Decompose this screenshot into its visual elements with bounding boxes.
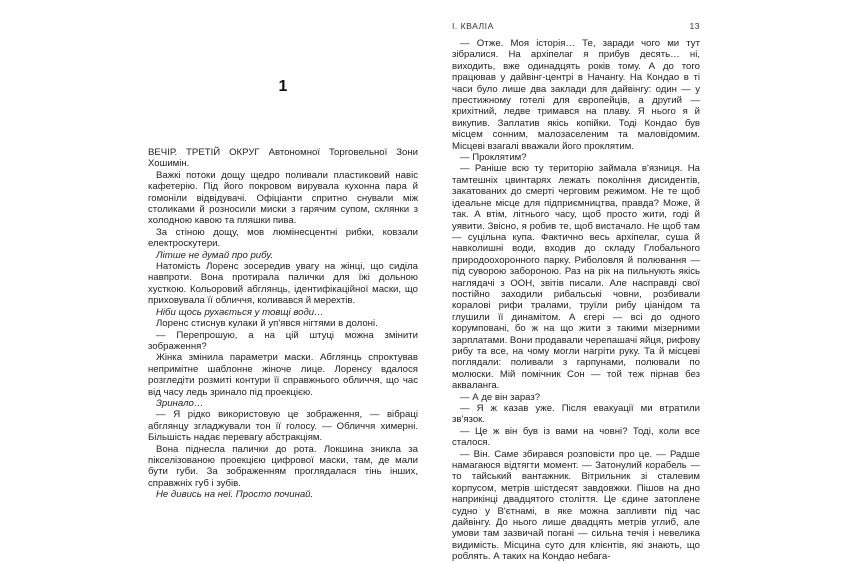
paragraph: — Раніше всю ту територію займала в'язниця. На тамтешніх цвинтарях лежать покоління дисидентів, закатованих до смерті черговим режимом. Не те щоб ідеальне місце для підприємництва, правда? Може, й так. А втім, літнього часу, щоб просто жити, годі й уявити. Звісно, я робив те, щоб вистачало. Не щоб там — суцільна купа. Фактично весь архіпелаг, суша й навколишні води, входив до складу Глобального природоохоронного парку. Риболовля й полювання — під суворою забороною. Раз на рік на пильнують якісь наглядачі з ООН, звітів писали. Але насправді свої постійно заходили рибальські човни, розбивали коралові рифи тралами, труїли рибу ціанідом та глушили її динамітом. А єгері — всі до одного корумповані, бо ж на що жити з такими мізерними зарплатами. Вони продавали черепашачі яйця, рифову рибу та все, на чому могли нагріти руку. Та й місцеві поглядали: поливали з гарпунами, полювали по молюски. Мій помічник Сон — той теж пірнав без акваланга. <box>452 163 700 392</box>
left-page-text <box>148 147 418 501</box>
paragraph: Не дивись на неї. Просто починай. <box>156 489 314 501</box>
paragraph: — А де він зараз? <box>460 391 541 403</box>
paragraph: Вона піднесла палички до рота. Локшина зникла за пікселізованою проекцією цифрової маски, там, де мали бути губи. За зображенням проглядалася тінь інших, справжніх губ і зубів. <box>148 443 418 489</box>
chapter-number: 1 <box>278 78 288 95</box>
right-page-text <box>452 38 700 563</box>
paragraph: — Це ж він був із вами на човні? Тоді, коли все сталося. <box>452 425 700 449</box>
page-number: 13 <box>689 21 700 31</box>
paragraph: — Я рідко використовую це зображення, — вібраці абглянцу згладжували тон її голосу. — Обличчя химерні. Більшість надає перевагу абстракціям. <box>148 409 418 444</box>
paragraph: Натомість Лоренс зосередив увагу на жінці, що сиділа навпроти. Вона протирала палички для їжі дольною хусткою. Кольоровий абглянць, ідентифікаційної маски, що приховувала її обличчя, коливався й мерехтів. <box>148 261 418 307</box>
running-head-title: I. КВАЛІА <box>452 21 494 31</box>
paragraph: Ніби щось рухається у товщі води… <box>156 306 324 318</box>
paragraph: За стіною дощу, мов люмінесцентні рибки, ковзали електроскутери. <box>148 226 418 250</box>
paragraph: — Перепрошую, а на цій штуці можна змінити зображення? <box>148 329 418 352</box>
paragraph: — Він. Саме збирався розповісти про це. — Радше намагаюся відтягти момент. — Затонулий корабель — то тайський вантажник. Вітрильник зі сталевим корпусом, метрів шістдесят завдовжки. Пішов на дно наприкінці двадцятого століття. Це єдине затоплене судно у В'єтнамі, в яке можна запливти під час дайвінгу. До нього лише двадцять метрів углиб, але умови там зазвичай погані — сильна течія і невелика видимість. Місцина суто для клієнтів, які знають, що роблять. А таких на Кондао небага- <box>452 448 700 563</box>
paragraph: Жінка змінила параметри маски. Абглянць спроктував непримітне шаблонне жіноче лице. Лоренсу вдалося розгледіти розмиті контури її справжнього обличчя, що час від часу ледь зринало під проекцією. <box>148 352 418 398</box>
paragraph: ВЕЧІР. ТРЕТІЙ ОКРУГ Автономної Торговельної Зони Хошимін. <box>148 147 418 170</box>
paragraph: — Я ж казав уже. Після евакуації ми втратили зв'язок. <box>452 403 700 426</box>
left-page <box>148 0 418 501</box>
right-page <box>452 0 700 563</box>
paragraph: Важкі потоки дощу щедро поливали пластиковий навіс кафетерію. Під його покровом вирувала кухонна пара й гомоніли відвідувачі. Офіціанти спритно снували між столиками й розносили миски з гарячим супом, склянки з холодною кавою та пляшки пива. <box>148 169 418 227</box>
paragraph: — Проклятим? <box>460 152 527 164</box>
paragraph: Літше не думай про рибу. <box>156 249 274 261</box>
paragraph: Зринало… <box>156 397 204 409</box>
paragraph: — Отже. Моя історія… Те, заради чого ми тут зібралися. На архіпелаг я прибув десять… ні, виходить, вже одинадцять років тому. А до того працював у дайвінг-центрі в Начангу. На Кондао в ті часи було лише два заклади для дайвінгу: один — у престижному готелі для європейців, а другий — крихітний, ледве тримався на плаву. Я нього я й викупив. Заплатив якісь копійки. Тоді Кондао був місцем сонним, малозаселеним та маловідомим. Місцеві взагалі вважали його проклятим. <box>452 38 700 152</box>
running-head <box>452 21 700 33</box>
paragraph: Лоренс стиснув кулаки й уп'явся нігтями в долоні. <box>156 318 378 330</box>
